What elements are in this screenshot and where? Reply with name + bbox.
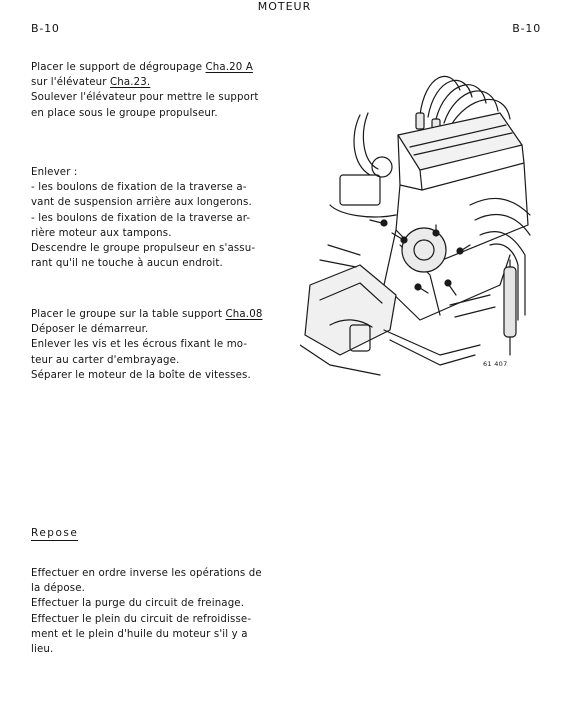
section-title: MOTEUR [257, 0, 312, 13]
text-line: Séparer le moteur de la boîte de vitesses. [31, 369, 251, 381]
instructions-lift [31, 60, 276, 121]
instructions-repose [31, 566, 276, 657]
repose-heading: Repose [31, 527, 79, 539]
text-line: Déposer le démarreur. [31, 324, 149, 336]
text-span: Placer le groupe sur la table support [31, 309, 226, 320]
text-line: lieu. [31, 644, 54, 656]
text-line: Enlever les vis et les écrous fixant le mo- [31, 339, 248, 351]
figure-reference: 61 407 [483, 360, 508, 368]
text-line: Effectuer en ordre inverse les opérations de [31, 568, 262, 579]
text-line: teur au carter d'embrayage. [31, 354, 180, 366]
text-line [31, 307, 276, 322]
instructions-remove [31, 165, 276, 271]
tool-reference: Cha.23. [110, 77, 151, 89]
instructions-separate [31, 307, 276, 383]
text-line: ment et le plein d'huile du moteur s'il y a [31, 628, 248, 640]
engine-illustration [300, 55, 532, 380]
text-line: Enlever : [31, 167, 78, 178]
text-line [31, 60, 276, 75]
page-number-left: B-10 [31, 22, 60, 35]
engine-drawing [300, 55, 532, 380]
page-number-right: B-10 [512, 22, 541, 35]
tool-reference: Cha.08 [225, 309, 263, 320]
text-line [31, 75, 276, 90]
text-line: Effectuer le plein du circuit de refroidisse- [31, 613, 252, 625]
text-span: sur l'élévateur [31, 77, 111, 89]
text-line: la dépose. [31, 583, 86, 595]
text-line: rant qu'il ne touche à aucun endroit. [31, 258, 223, 270]
text-line: - les boulons de fixation de la traverse ar- [31, 212, 251, 224]
text-line: Descendre le groupe propulseur en s'assu- [31, 243, 256, 255]
tool-reference: Cha.20 A [205, 62, 253, 73]
text-line: en place sous le groupe propulseur. [31, 107, 218, 119]
text-line: Effectuer la purge du circuit de freinage. [31, 598, 245, 610]
page-header [0, 0, 569, 35]
text-span: Placer le support de dégroupage [31, 62, 206, 73]
text-line: - les boulons de fixation de la traverse a- [31, 182, 247, 194]
text-line: Soulever l'élévateur pour mettre le support [31, 92, 259, 104]
text-line: vant de suspension arrière aux longerons. [31, 197, 252, 209]
text-line: rière moteur aux tampons. [31, 227, 172, 239]
